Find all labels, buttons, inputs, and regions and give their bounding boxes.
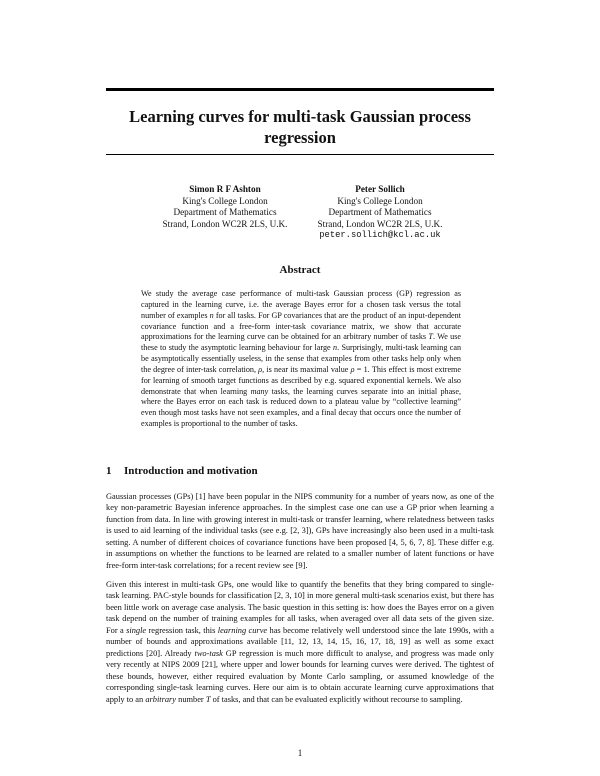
section-number: 1	[106, 465, 112, 477]
title-bottom-rule	[106, 154, 494, 155]
author-affiliation-line: Strand, London WC2R 2LS, U.K.	[162, 218, 288, 229]
author-name: Peter Sollich	[355, 184, 405, 194]
author-name: Simon R F Ashton	[189, 184, 261, 194]
body-paragraph: Given this interest in multi-task GPs, one would like to quantify the benefits that they bring compared to single-task learning. PAC-style bounds for classification [2, 3, 10] in more general multi-task scenarios exist, but there has been little work on average case analysis. The basic question in this setting is: how does the Bayes error on a given task depend on the number of training examples for all tasks, when averaged over all data sets of the given size. For a single regression task, this learning curve has become relatively well understood since the late 1990s, with a number of bounds and approximations available [11, 12, 13, 14, 15, 16, 17, 18, 19] as well as some exact predictions [20]. Already two-task GP regression is much more difficult to analyse, and progress was made only very recently at NIPS 2009 [21], where upper and lower bounds for learning curves were derived. The tightest of these bounds, however, either required evaluation by Monte Carlo sampling, or assumed knowledge of the corresponding single-task learning curves. Here our aim is to obtain accurate learning curve approximations that apply to an arbitrary number T of tasks, and that can be evaluated explicitly without recourse to sampling.	[106, 580, 494, 704]
author-affiliation-line: Department of Mathematics	[173, 207, 277, 218]
title-top-rule	[106, 88, 494, 91]
author-email[interactable]: peter.sollich@kcl.ac.uk	[319, 230, 441, 241]
paper-title: Learning curves for multi-task Gaussian process regression	[129, 107, 471, 147]
abstract-text: We study the average case performance of multi-task Gaussian process (GP) regression as captured in the learning curve, i.e. the average Bayes error for a chosen task versus the total number of examples n for all tasks. For GP covariances that are the product of an input-dependent covariance function and a free-form inter-task covariance matrix, we show that accurate approximations for the learning curve can be obtained for an arbitrary number of tasks T. We use these to study the asymptotic learning behaviour for large n. Surprisingly, multi-task learning can be asymptotically essentially useless, in the sense that examples from other tasks help only when the degree of inter-task correlation, ρ, is near its maximal value ρ = 1. This effect is most extreme for learning of smooth target functions as described by e.g. squared exponential kernels. We also demonstrate that when learning many tasks, the learning curves separate into an initial phase, where the Bayes error on each task is reduced down to a plateau value by “collective learning” even though most tasks have not seen examples, and a final decay that occurs once the number of examples is proportional to the number of tasks.	[141, 289, 462, 429]
page-number: 1	[297, 748, 303, 758]
author-block-2	[285, 184, 475, 242]
author-affiliation-line: King's College London	[182, 195, 268, 206]
author-affiliation-line: King's College London	[337, 195, 423, 206]
abstract-heading: Abstract	[279, 264, 321, 276]
author-affiliation-line: Department of Mathematics	[328, 207, 432, 218]
author-affiliation-line: Strand, London WC2R 2LS, U.K.	[317, 218, 443, 229]
section-heading	[106, 465, 494, 477]
section-title: Introduction and motivation	[124, 465, 258, 477]
body-paragraph: Gaussian processes (GPs) [1] have been popular in the NIPS community for a number of years now, as one of the key non-parametric Bayesian inference approaches. In the simplest case one can use a GP prior when learning a function from data. In line with growing interest in multi-task or transfer learning, where relatedness between tasks is used to aid learning of the individual tasks (see e.g. [2, 3]), GPs have increasingly also been used in a multi-task setting. A number of different choices of covariance functions have been proposed [4, 5, 6, 7, 8]. These differ e.g. in assumptions on whether the functions to be learned are related to a smaller number of latent functions or have free-form inter-task correlations; for a recent review see [9].	[106, 492, 494, 570]
